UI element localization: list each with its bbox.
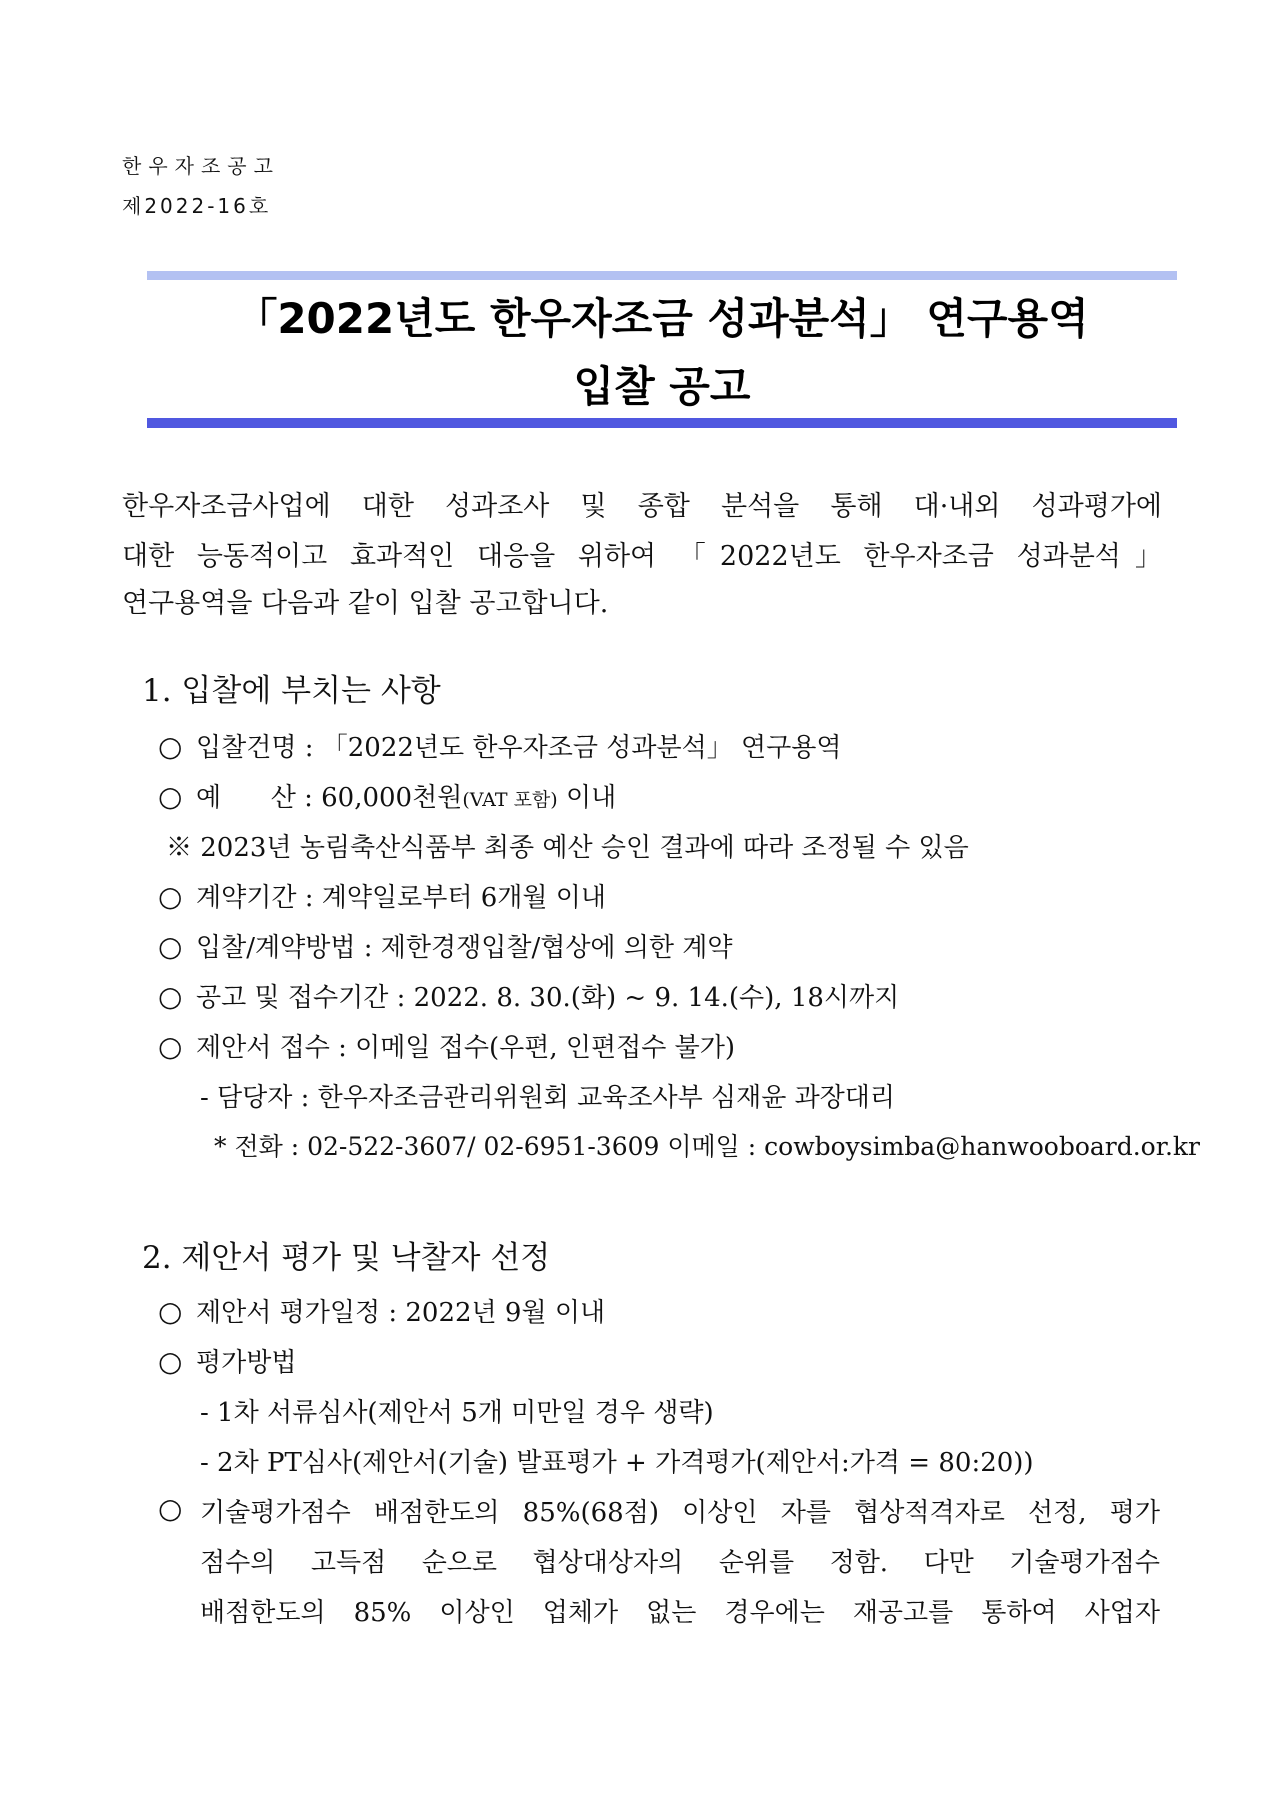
title-bar-bottom [147, 418, 1177, 428]
circle-bullet-icon: ○ [158, 980, 183, 1013]
section-1-item-budget: ○ 예 산 : 60,000천원(VAT 포함) 이내 [158, 780, 617, 813]
title-line-1: 「2022년도 한우자조금 성과분석」 연구용역 [235, 294, 1089, 343]
section-2-criteria-line-2: 점수의 고득점 순으로 협상대상자의 순위를 정함. 다만 기술평가점수 [200, 1548, 1160, 1578]
section-2-criteria-line-1: 기술평가점수 배점한도의 85%(68점) 이상인 자를 협상적격자로 선정, 평가 [200, 1498, 1160, 1528]
intro-line-1: 한우자조금사업에 대한 성과조사 및 종합 분석을 통해 대·내외 성과평가에 [122, 491, 1162, 522]
title-bar-top [147, 271, 1177, 280]
section-2-heading: 2. 제안서 평가 및 낙찰자 선정 [142, 1240, 551, 1276]
budget-vat-note: (VAT 포함) [462, 789, 558, 811]
section-1-item-schedule: ○ 공고 및 접수기간 : 2022. 8. 30.(화) ~ 9. 14.(수), 18시까지 [158, 980, 900, 1013]
circle-bullet-icon: ○ [158, 1295, 183, 1328]
circle-bullet-icon: ○ [158, 780, 183, 813]
circle-bullet-icon: ○ [158, 880, 183, 913]
circle-bullet-icon: ○ [158, 730, 183, 763]
section-2-item-criteria [158, 1492, 196, 1525]
circle-bullet-icon: ○ [158, 930, 183, 963]
section-1-item-period: ○ 계약기간 : 계약일로부터 6개월 이내 [158, 880, 606, 913]
section-1-item-submission: ○ 제안서 접수 : 이메일 접수(우편, 인편접수 불가) [158, 1030, 735, 1063]
circle-bullet-icon: ○ [158, 1345, 183, 1378]
section-2-method-2: - 2차 PT심사(제안서(기술) 발표평가 + 가격평가(제안서:가격 = 80:20)) [200, 1448, 1034, 1478]
notice-number: 제2022-16호 [122, 194, 272, 218]
section-1-item-method: ○ 입찰/계약방법 : 제한경쟁입찰/협상에 의한 계약 [158, 930, 733, 963]
intro-line-2: 대한 능동적이고 효과적인 대응을 위하여 「2022년도 한우자조금 성과분석」 [122, 541, 1162, 572]
section-1-budget-note: ※ 2023년 농림축산식품부 최종 예산 승인 결과에 따라 조정될 수 있음 [166, 833, 969, 863]
section-1-heading: 1. 입찰에 부치는 사항 [142, 673, 441, 709]
section-1-phone-email: * 전화 : 02-522-3607/ 02-6951-3609 이메일 : cowboysimba@hanwooboard.or.kr [214, 1132, 1200, 1161]
title-line-2: 입찰 공고 [573, 362, 751, 411]
section-2-criteria-line-3: 배점한도의 85% 이상인 업체가 없는 경우에는 재공고를 통하여 사업자 [200, 1598, 1160, 1628]
section-2-item-schedule: ○ 제안서 평가일정 : 2022년 9월 이내 [158, 1295, 606, 1328]
section-1-item-name: ○ 입찰건명 : 「2022년도 한우자조금 성과분석」 연구용역 [158, 730, 842, 763]
section-2-item-method: ○ 평가방법 [158, 1345, 297, 1378]
section-1-contact: - 담당자 : 한우자조금관리위원회 교육조사부 심재윤 과장대리 [200, 1083, 896, 1113]
circle-bullet-icon: ○ [158, 1492, 183, 1525]
intro-line-3: 연구용역을 다음과 같이 입찰 공고합니다. [122, 588, 609, 619]
section-2-method-1: - 1차 서류심사(제안서 5개 미만일 경우 생략) [200, 1398, 714, 1428]
notice-org: 한우자조공고 [122, 154, 280, 178]
circle-bullet-icon: ○ [158, 1030, 183, 1063]
